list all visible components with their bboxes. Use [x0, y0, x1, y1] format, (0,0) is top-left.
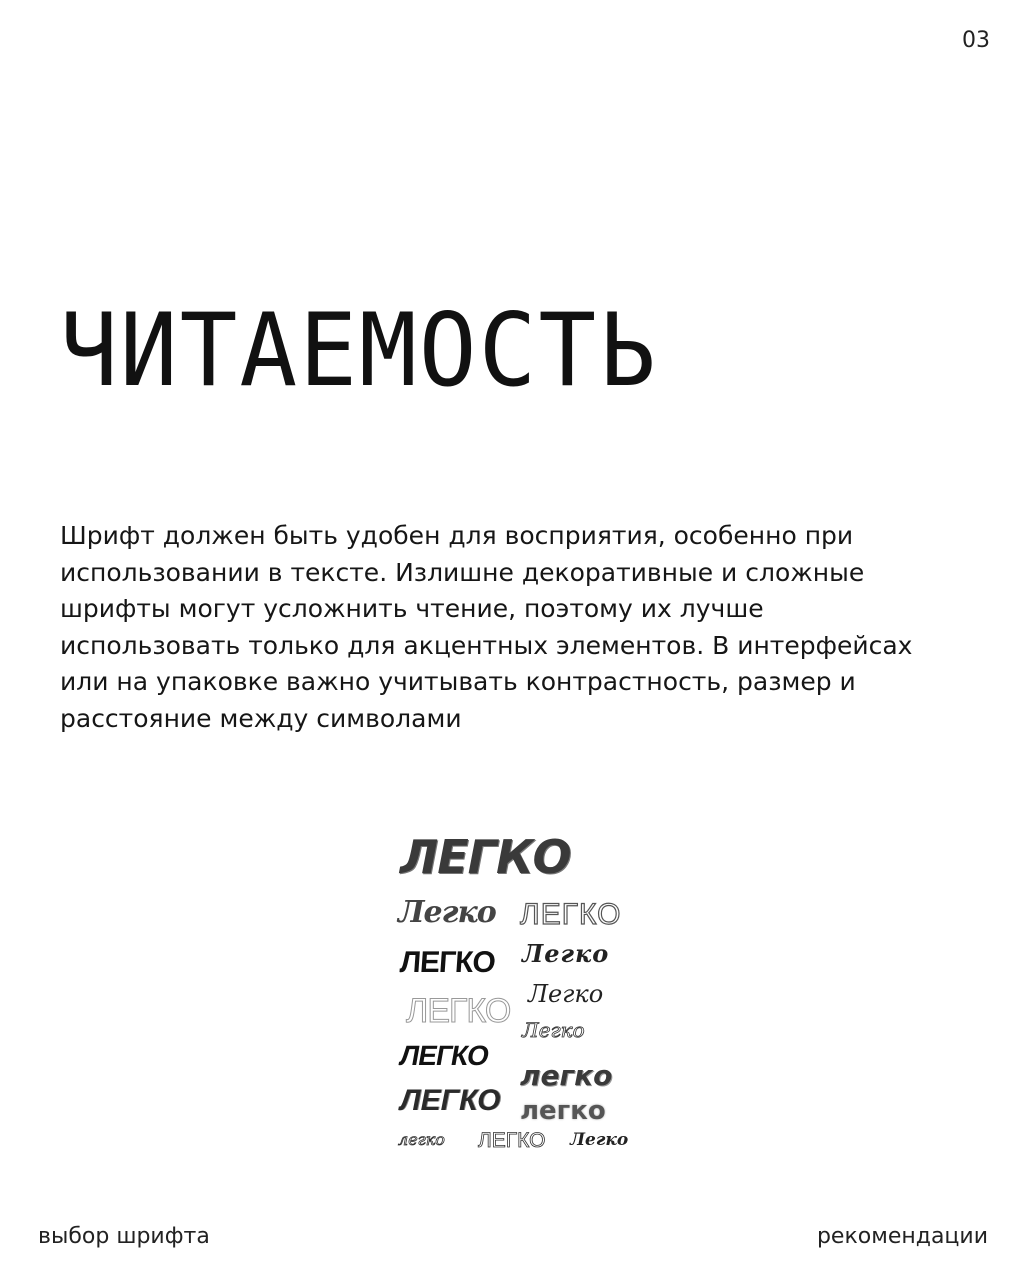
- font-sample: Легко: [570, 1130, 629, 1150]
- font-sample: ЛЕГКО: [406, 992, 511, 1030]
- font-sample: Легко: [522, 939, 610, 968]
- body-paragraph: Шрифт должен быть удобен для восприятия, особенно при использовании в тексте. Излишне декоративные и сложные шрифты могут усложнить чтение, поэтому их лучше использовать только для акцентных элементов. В интерфейсах или на упаковке важно учитывать контрастность, размер и расстояние между символами: [60, 521, 913, 733]
- page-title: ЧИТАЕМОСТЬ: [60, 291, 658, 410]
- font-sample: легко: [520, 1059, 613, 1092]
- font-sample: легко: [520, 1096, 606, 1126]
- font-sample: ЛЕГКО: [398, 946, 496, 979]
- font-sample: ЛЕГКО: [397, 1040, 491, 1071]
- font-sample: Легко: [398, 895, 496, 930]
- font-sample: Легко: [528, 980, 604, 1008]
- footer-section-label: выбор шрифта: [38, 1224, 210, 1249]
- font-samples-collage: [392, 830, 642, 1160]
- font-sample: ЛЕГКО: [520, 898, 622, 931]
- font-sample: Легко: [522, 1018, 585, 1042]
- font-sample: легко: [398, 1130, 445, 1149]
- footer-category-label: рекомендации: [816, 1224, 988, 1249]
- font-sample: ЛЕГКО: [400, 1084, 501, 1117]
- font-sample: ЛЕГКО: [478, 1129, 546, 1152]
- page-number: 03: [962, 28, 990, 53]
- font-sample: ЛЕГКО: [400, 830, 571, 884]
